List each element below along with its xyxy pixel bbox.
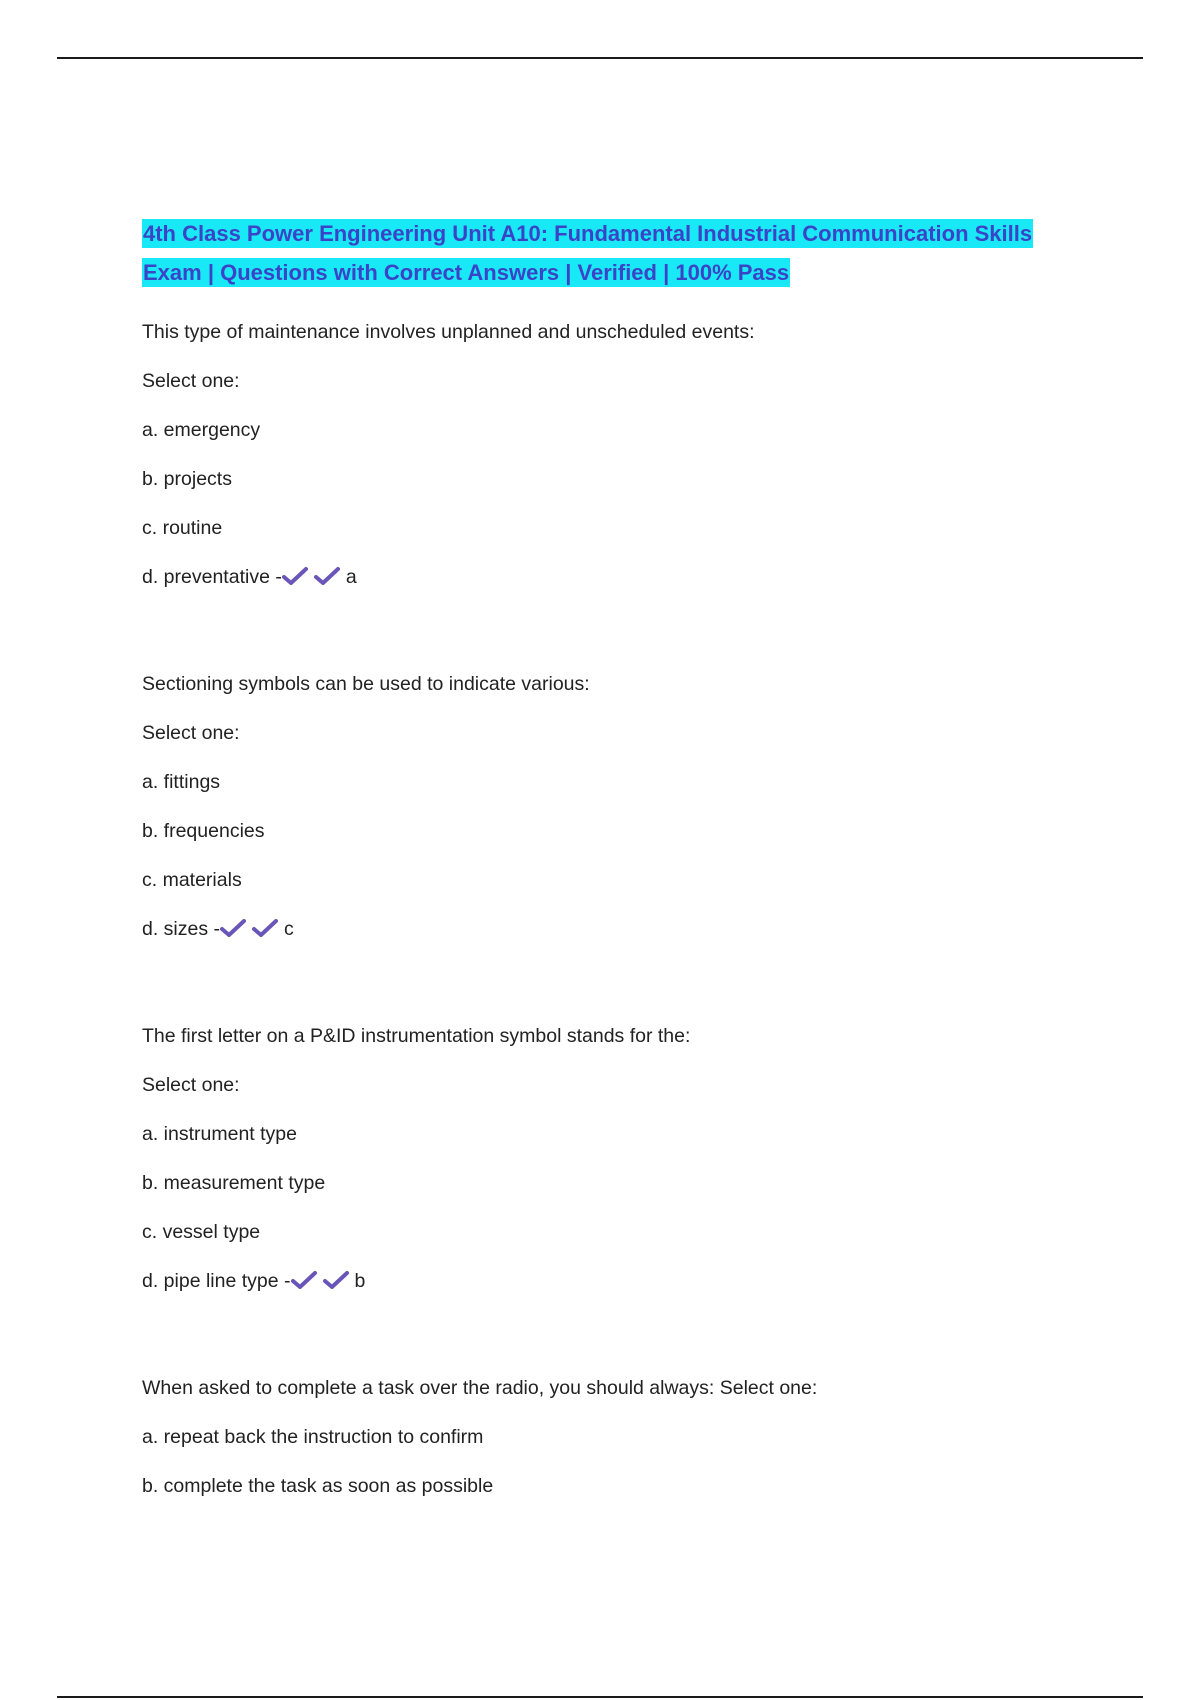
title-highlight: 4th Class Power Engineering Unit A10: Fundamental Industrial Communication Skills Exam | Questions with Correct Answers | Verified | 100% Pass — [143, 221, 1033, 285]
question-prompt: Sectioning symbols can be used to indicate various: — [142, 673, 590, 695]
answer-option: d. preventative - — [142, 566, 282, 588]
answer-option: c. materials — [142, 869, 242, 891]
answer-option-with-key — [142, 553, 1062, 602]
answer-option-with-key — [142, 905, 1062, 954]
question-block — [142, 1012, 1062, 1306]
answer-option: c. routine — [142, 517, 223, 539]
question-block — [142, 308, 1062, 602]
answer-option: a. instrument type — [142, 1123, 297, 1145]
answer-option: b. complete the task as soon as possible — [142, 1475, 494, 1497]
answer-option: c. vessel type — [142, 1221, 261, 1243]
checkmark-icon — [314, 566, 340, 586]
answer-option-with-key — [142, 1257, 1062, 1306]
answer-option: a. repeat back the instruction to confirm — [142, 1426, 484, 1448]
answer-option: b. measurement type — [142, 1172, 326, 1194]
question-prompt: The first letter on a P&ID instrumentation symbol stands for the: — [142, 1025, 691, 1047]
answer-option: a. emergency — [142, 419, 261, 441]
question-block — [142, 660, 1062, 954]
select-one-label: Select one: — [142, 1074, 240, 1096]
checkmark-icon — [282, 566, 308, 586]
checkmark-icon — [220, 918, 246, 938]
select-one-label: Select one: — [142, 370, 240, 392]
document-body — [142, 214, 1062, 1511]
answer-option: d. sizes - — [142, 918, 221, 940]
correct-answer: b — [354, 1270, 366, 1292]
checkmark-icon — [252, 918, 278, 938]
answer-option: a. fittings — [142, 771, 221, 793]
select-one-label: Select one: — [142, 722, 240, 744]
question-prompt: When asked to complete a task over the radio, you should always: Select one: — [142, 1377, 818, 1399]
bottom-rule — [57, 1696, 1143, 1698]
top-rule — [57, 57, 1143, 59]
question-prompt: This type of maintenance involves unplanned and unscheduled events: — [142, 321, 755, 343]
answer-option: d. pipe line type - — [142, 1270, 291, 1292]
answer-option: b. frequencies — [142, 820, 265, 842]
answer-option: b. projects — [142, 468, 232, 490]
correct-answer: a — [345, 566, 357, 588]
document-title — [142, 214, 1062, 292]
question-block — [142, 1364, 1062, 1511]
correct-answer: c — [284, 918, 294, 940]
checkmark-icon — [291, 1270, 317, 1290]
checkmark-icon — [323, 1270, 349, 1290]
